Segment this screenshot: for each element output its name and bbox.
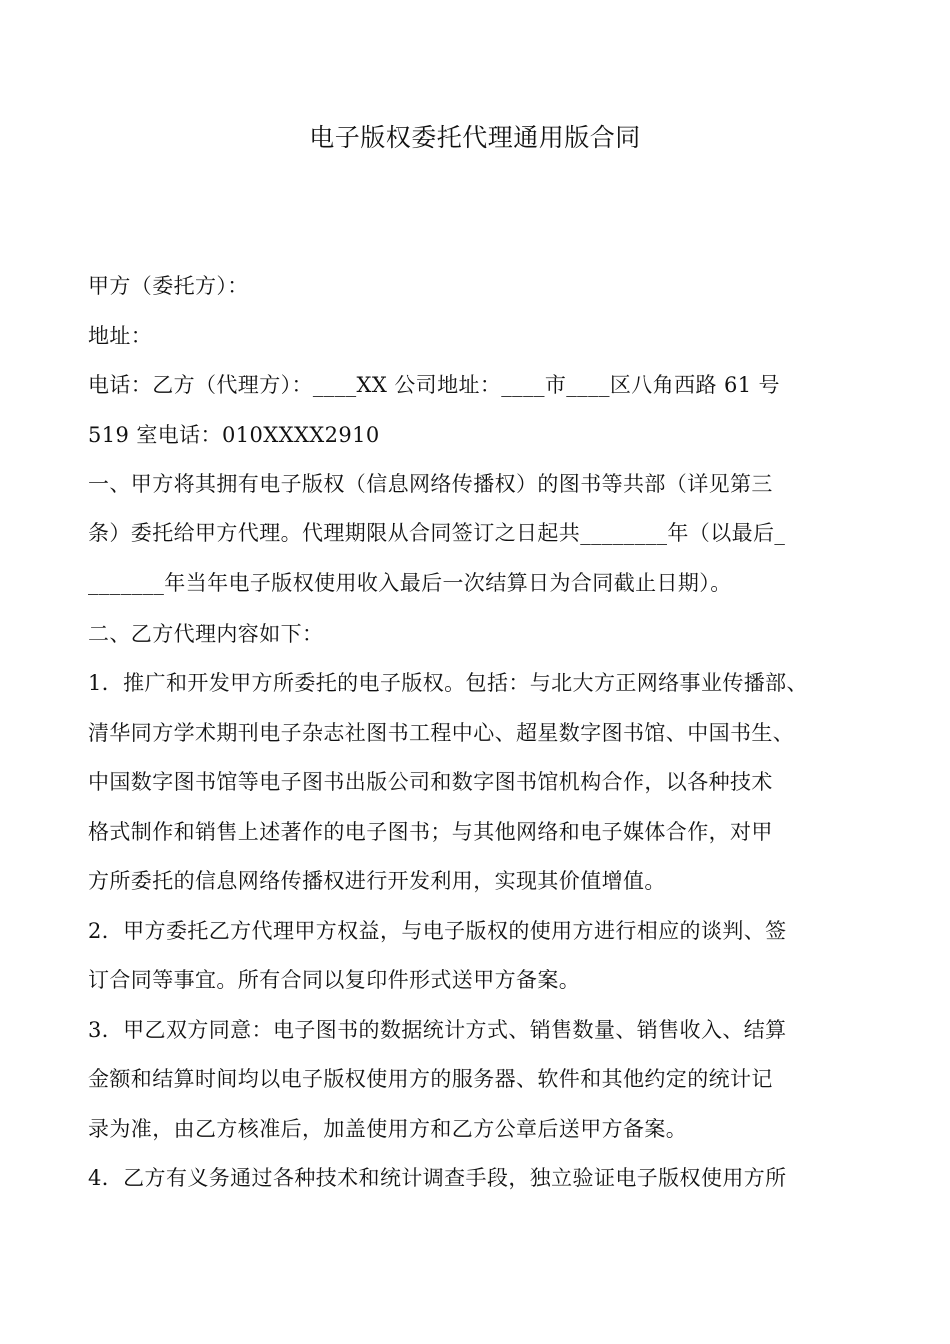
item-1-line-3: 中国数字图书馆等电子图书出版公司和数字图书馆机构合作，以各种技术 [88,770,773,794]
item-2-line-2: 订合同等事宜。所有合同以复印件形式送甲方备案。 [88,968,581,992]
item-2-line-1: 2．甲方委托乙方代理甲方权益，与电子版权的使用方进行相应的谈判、签 [88,919,787,943]
item-3-line-1: 3．甲乙双方同意：电子图书的数据统计方式、销售数量、销售收入、结算 [88,1018,787,1042]
item-1-line-5: 方所委托的信息网络传播权进行开发利用，实现其价值增值。 [88,869,666,893]
item-1-line-1: 1．推广和开发甲方所委托的电子版权。包括：与北大方正网络事业传播部、 [88,671,808,695]
item-3-line-3: 录为准，由乙方核准后，加盖使用方和乙方公章后送甲方备案。 [88,1117,688,1141]
address-line: 地址： [88,324,153,348]
clause-1-line-3: _______年当年电子版权使用收入最后一次结算日为合同截止日期）。 [88,571,732,595]
document-title: 电子版权委托代理通用版合同 [309,123,641,152]
item-1-line-2: 清华同方学术期刊电子杂志社图书工程中心、超星数字图书馆、中国书生、 [88,721,795,745]
item-1-line-4: 格式制作和销售上述著作的电子图书；与其他网络和电子媒体合作，对甲 [88,820,773,844]
item-3-line-2: 金额和结算时间均以电子版权使用方的服务器、软件和其他约定的统计记 [88,1067,773,1091]
room-phone-line: 519 室电话：010XXXX2910 [88,423,380,447]
item-4-line-1: 4．乙方有义务通过各种技术和统计调查手段，独立验证电子版权使用方所 [88,1166,787,1190]
clause-1-line-2: 条）委托给甲方代理。代理期限从合同签订之日起共________年（以最后_ [88,521,786,545]
clause-2-heading: 二、乙方代理内容如下： [88,622,324,646]
party-a-line: 甲方（委托方）： [88,274,249,298]
phone-party-b-line: 电话：乙方（代理方）：____XX 公司地址：____市____区八角西路 61 号 [88,373,780,397]
clause-1-line-1: 一、甲方将其拥有电子版权（信息网络传播权）的图书等共部（详见第三 [88,472,773,496]
